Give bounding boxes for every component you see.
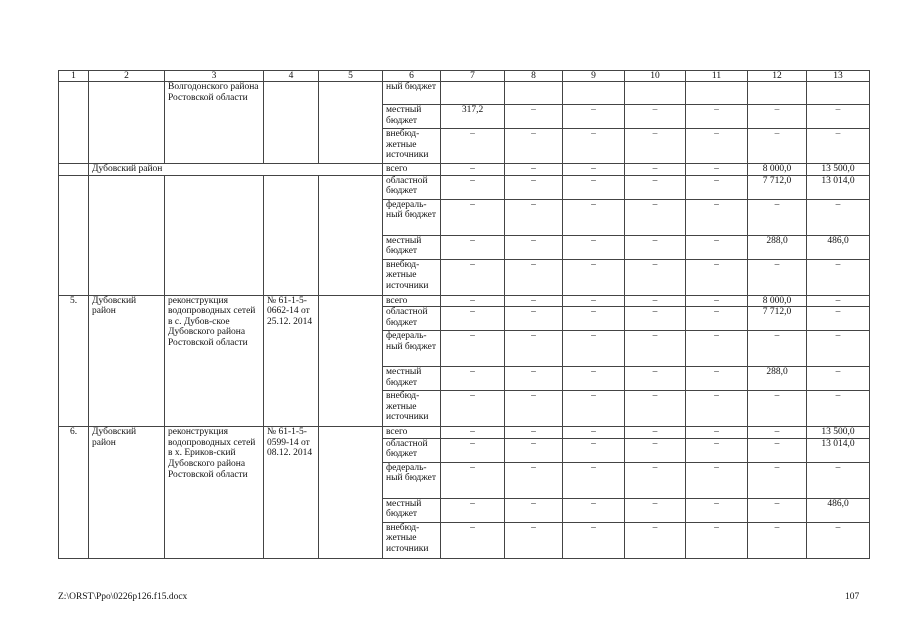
value-cell: – (686, 175, 748, 199)
value-cell: – (505, 259, 563, 295)
value-cell: – (563, 522, 625, 558)
value-cell: – (441, 438, 505, 462)
value-cell: – (686, 259, 748, 295)
value-cell: – (686, 438, 748, 462)
value-cell: – (748, 498, 807, 522)
value-cell: – (748, 462, 807, 498)
value-cell: – (563, 307, 625, 331)
table-row (59, 82, 870, 105)
value-cell: – (441, 259, 505, 295)
value-cell: – (686, 235, 748, 259)
district-title: Дубовский район (89, 164, 383, 176)
value-cell: – (441, 199, 505, 235)
value-cell: – (748, 391, 807, 427)
table-row (59, 175, 870, 199)
value-cell: – (686, 391, 748, 427)
value-cell: – (807, 462, 870, 498)
value-cell: – (686, 427, 748, 439)
value-cell: – (441, 462, 505, 498)
value-cell: – (505, 438, 563, 462)
value-cell: – (625, 164, 686, 176)
district-name: Дубовский район (89, 295, 165, 427)
value-cell: – (748, 199, 807, 235)
value-cell: – (563, 259, 625, 295)
funding-source: федераль-ный бюджет (383, 462, 441, 498)
value-cell: – (686, 164, 748, 176)
value-cell: – (625, 427, 686, 439)
value-cell: – (441, 164, 505, 176)
column-numbers-row (59, 71, 870, 82)
col-header: 4 (264, 71, 319, 82)
document-number: № 61-1-5-0662-14 от 25.12. 2014 (264, 295, 319, 427)
funding-source: внебюд-жетные источники (383, 391, 441, 427)
file-path: Z:\ORST\Ppo\0226p126.f15.docx (58, 592, 188, 602)
value-cell: – (505, 307, 563, 331)
value-cell: 13 014,0 (807, 438, 870, 462)
value-cell: – (505, 164, 563, 176)
table-row: местный бюджет 317,2 – – – – – – (59, 105, 870, 129)
funding-source: федераль-ный бюджет (383, 199, 441, 235)
value-cell: – (625, 522, 686, 558)
value-cell: – (807, 331, 870, 367)
project-desc: Волгодонского района Ростовской области (165, 82, 264, 164)
value-cell: 8 000,0 (748, 295, 807, 307)
value-cell: – (625, 462, 686, 498)
value-cell: – (563, 427, 625, 439)
funding-source: местный бюджет (383, 235, 441, 259)
funding-source: областной бюджет (383, 438, 441, 462)
value-cell: – (807, 367, 870, 391)
value-cell: – (441, 175, 505, 199)
value-cell: – (441, 295, 505, 307)
value-cell: – (563, 235, 625, 259)
col-header: 13 (807, 71, 870, 82)
value-cell: 8 000,0 (748, 164, 807, 176)
value-cell: – (686, 462, 748, 498)
district-name: Дубовский район (89, 427, 165, 559)
table-row (59, 427, 870, 439)
value-cell: – (748, 331, 807, 367)
value-cell: – (686, 331, 748, 367)
value-cell: – (505, 235, 563, 259)
funding-source: областной бюджет (383, 175, 441, 199)
value-cell: – (505, 391, 563, 427)
funding-source: местный бюджет (383, 367, 441, 391)
value-cell: – (748, 259, 807, 295)
value-cell: – (441, 498, 505, 522)
value-cell: – (505, 462, 563, 498)
value-cell: 486,0 (807, 498, 870, 522)
value-cell: – (686, 295, 748, 307)
value-cell: – (563, 462, 625, 498)
value-cell: – (505, 498, 563, 522)
value-cell: – (807, 522, 870, 558)
value-cell: – (441, 307, 505, 331)
value-cell: – (505, 175, 563, 199)
value-cell: – (625, 307, 686, 331)
value-cell: – (807, 307, 870, 331)
table-row (59, 295, 870, 307)
value-cell: – (686, 522, 748, 558)
col-header: 2 (89, 71, 165, 82)
value-cell: – (441, 235, 505, 259)
item-number: 5. (59, 295, 89, 427)
value-cell: – (807, 391, 870, 427)
budget-table-page (58, 70, 869, 559)
value-cell: – (807, 199, 870, 235)
col-header: 9 (563, 71, 625, 82)
funding-source: внебюд-жетные источники (383, 129, 441, 164)
value-cell: – (625, 367, 686, 391)
value-cell: – (748, 438, 807, 462)
funding-source: всего (383, 295, 441, 307)
value-cell: 13 500,0 (807, 427, 870, 439)
value-cell: – (625, 295, 686, 307)
value-cell: – (563, 438, 625, 462)
value-cell: – (748, 522, 807, 558)
project-desc: реконструкция водопроводных сетей в х. Ериков-ский Дубовского района Ростовской области (165, 427, 264, 559)
value-cell: – (505, 522, 563, 558)
funding-source: ный бюджет (383, 82, 441, 105)
value-cell: – (625, 259, 686, 295)
funding-source: внебюд-жетные источники (383, 522, 441, 558)
value-cell: – (748, 427, 807, 439)
funding-source: всего (383, 164, 441, 176)
col-header: 12 (748, 71, 807, 82)
value-cell: – (686, 498, 748, 522)
value-cell: 13 500,0 (807, 164, 870, 176)
value-cell: 7 712,0 (748, 175, 807, 199)
value-cell: – (563, 367, 625, 391)
page-number: 107 (845, 592, 860, 602)
col-header: 8 (505, 71, 563, 82)
col-header: 10 (625, 71, 686, 82)
value-cell: – (441, 367, 505, 391)
value-cell: 288,0 (748, 235, 807, 259)
value-cell: – (686, 307, 748, 331)
value-cell: – (441, 331, 505, 367)
funding-source: всего (383, 427, 441, 439)
value-cell: – (563, 199, 625, 235)
value-cell: – (625, 199, 686, 235)
col-header: 5 (319, 71, 383, 82)
value-cell: 13 014,0 (807, 175, 870, 199)
document-number: № 61-1-5-0599-14 от 08.12. 2014 (264, 427, 319, 559)
value-cell: – (563, 175, 625, 199)
value-cell: – (807, 259, 870, 295)
budget-table (58, 70, 870, 559)
table-row: внебюд-жетные источники – – – – – – – (59, 129, 870, 164)
value-cell: – (563, 331, 625, 367)
value-cell: – (505, 427, 563, 439)
value-cell: – (563, 498, 625, 522)
value-cell: – (505, 199, 563, 235)
value-cell: – (563, 391, 625, 427)
funding-source: местный бюджет (383, 498, 441, 522)
funding-source: местный бюджет (383, 105, 441, 129)
value-cell: – (625, 391, 686, 427)
funding-source: областной бюджет (383, 307, 441, 331)
col-header: 1 (59, 71, 89, 82)
project-desc: реконструкция водопроводных сетей в с. Дубов-ское Дубовского района Ростовской области (165, 295, 264, 427)
value-cell: – (686, 199, 748, 235)
value-cell: – (441, 427, 505, 439)
value-cell: – (441, 391, 505, 427)
value-cell: – (686, 367, 748, 391)
value-cell: – (625, 175, 686, 199)
value-cell: – (625, 331, 686, 367)
value-cell: – (625, 498, 686, 522)
col-header: 6 (383, 71, 441, 82)
col-header: 3 (165, 71, 264, 82)
col-header: 7 (441, 71, 505, 82)
value-cell: 486,0 (807, 235, 870, 259)
value-cell: – (505, 331, 563, 367)
value-cell: 288,0 (748, 367, 807, 391)
funding-source: федераль-ный бюджет (383, 331, 441, 367)
value-cell: – (563, 164, 625, 176)
value-cell: 7 712,0 (748, 307, 807, 331)
value-cell: – (441, 522, 505, 558)
value-cell: – (625, 235, 686, 259)
value-cell: 317,2 (441, 105, 505, 129)
table-row (59, 164, 870, 176)
value-cell: – (505, 295, 563, 307)
value-cell: – (807, 295, 870, 307)
col-header: 11 (686, 71, 748, 82)
value-cell: – (563, 295, 625, 307)
funding-source: внебюд-жетные источники (383, 259, 441, 295)
value-cell: – (505, 367, 563, 391)
value-cell: – (625, 438, 686, 462)
item-number: 6. (59, 427, 89, 559)
